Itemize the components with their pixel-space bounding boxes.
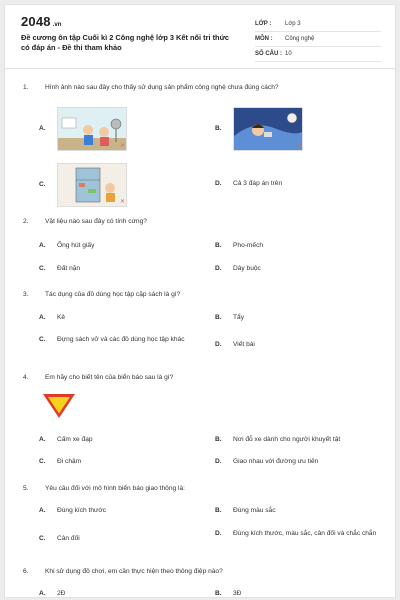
option-4c[interactable] [39, 457, 81, 467]
option-letter: A. [39, 314, 46, 321]
option-text: Ống hút giấy [57, 242, 95, 249]
option-1d[interactable] [215, 179, 282, 189]
question-6 [23, 567, 383, 577]
option-letter: C. [39, 535, 46, 542]
meta-label: LỚP : [255, 21, 272, 27]
question-stem: Em hãy cho biết tên của biển báo sau là gì? [45, 374, 174, 381]
logo-suffix: .vn [52, 22, 62, 28]
option-5a[interactable] [39, 506, 106, 516]
option-text: Đúng kích thước [57, 507, 107, 514]
option-letter: D. [215, 180, 222, 187]
cross-icon: ✕ [119, 199, 125, 205]
option-6a[interactable] [39, 589, 65, 598]
document-title: Đề cương ôn tập Cuối kì 2 Công nghệ lớp 3 Kết nối tri thức có đáp án - Đề thi tham khảo [21, 33, 230, 52]
option-text: Kẻ [57, 314, 66, 321]
option-image-child-bed [233, 107, 303, 151]
question-stem: Vật liệu nào sau đây có tính cứng? [45, 218, 147, 225]
option-2a[interactable] [39, 241, 94, 251]
option-text: Đất nặn [57, 265, 81, 272]
option-3d[interactable] [215, 340, 255, 350]
option-5d[interactable] [215, 529, 385, 539]
option-letter: C. [39, 458, 46, 465]
option-letter: A. [39, 125, 46, 132]
meta-value: Công nghệ [285, 36, 315, 42]
meta-row-subject [255, 32, 381, 47]
option-text: Tẩy [233, 314, 244, 321]
option-letter: A. [39, 507, 46, 514]
option-letter: B. [215, 590, 222, 597]
option-text: Pho-mếch [233, 242, 264, 249]
meta-label: MÔN : [255, 36, 273, 42]
logo-text: 2048 [21, 14, 51, 29]
option-letter: B. [215, 314, 222, 321]
question-4 [23, 373, 383, 383]
question-number: 3. [23, 291, 29, 298]
option-1b[interactable] [215, 107, 303, 151]
question-2 [23, 217, 383, 227]
option-letter: B. [215, 242, 222, 249]
option-letter: C. [39, 336, 46, 343]
meta-label: SỐ CÂU : [255, 51, 282, 57]
option-image-kids-fan [57, 107, 127, 151]
option-text: Đúng màu sắc [233, 507, 276, 514]
option-5c[interactable] [39, 534, 80, 544]
document-page [4, 4, 396, 598]
option-text: Đúng kích thước, màu sắc, cân đối và chắc chắn [233, 530, 377, 537]
option-text: Viết bài [233, 341, 255, 348]
document-header [5, 5, 395, 69]
question-5 [23, 484, 383, 494]
option-1c[interactable] [39, 163, 127, 207]
option-letter: D. [215, 341, 222, 348]
option-letter: D. [215, 265, 222, 272]
option-text: 3Đ [233, 590, 242, 597]
option-4b[interactable] [215, 435, 340, 445]
option-text: Đựng sách vở và các đồ dùng học tập khác [57, 336, 185, 343]
question-text [23, 373, 383, 383]
option-text: Cân đối [57, 535, 80, 542]
option-image-fridge [57, 163, 127, 207]
question-text [23, 217, 383, 227]
option-letter: A. [39, 242, 46, 249]
option-letter: B. [215, 436, 222, 443]
option-5b[interactable] [215, 506, 276, 516]
option-2b[interactable] [215, 241, 263, 251]
option-letter: D. [215, 458, 222, 465]
option-text: Đi chậm [57, 458, 82, 465]
question-number: 4. [23, 374, 29, 381]
question-number: 6. [23, 568, 29, 575]
option-3b[interactable] [215, 313, 244, 323]
question-number: 5. [23, 485, 29, 492]
meta-info [255, 17, 381, 62]
option-text: Cả 3 đáp án trên [233, 180, 283, 187]
option-text: Giao nhau với đường ưu tiên [233, 458, 319, 465]
question-text [23, 290, 383, 300]
option-letter: A. [39, 436, 46, 443]
option-3a[interactable] [39, 313, 65, 323]
question-stem: Khi sử dụng đồ chơi, em cần thực hiện theo thông điệp nào? [45, 568, 223, 575]
warning-sign-image [41, 392, 77, 425]
meta-value: 10 [285, 51, 292, 57]
meta-value: Lớp 3 [285, 21, 301, 27]
question-number: 2. [23, 218, 29, 225]
question-stem: Hình ảnh nào sau đây cho thấy sử dụng sản phẩm công nghệ chưa đúng cách? [45, 84, 279, 91]
option-6b[interactable] [215, 589, 241, 598]
question-1 [23, 83, 383, 93]
question-text [23, 83, 383, 93]
question-stem: Yêu cầu đối với mô hình biển báo giao thông là: [45, 485, 185, 492]
option-2d[interactable] [215, 264, 261, 274]
question-number: 1. [23, 84, 29, 91]
option-4d[interactable] [215, 457, 318, 467]
question-3 [23, 290, 383, 300]
option-text: Dây buộc [233, 265, 261, 272]
question-text [23, 484, 383, 494]
meta-row-count [255, 47, 381, 62]
question-stem: Tác dụng của đồ dùng học tập cặp sách là gì? [45, 291, 181, 298]
option-letter: B. [215, 125, 222, 132]
option-2c[interactable] [39, 264, 80, 274]
option-text: Cấm xe đạp [57, 436, 93, 443]
meta-row-class [255, 17, 381, 32]
cross-icon: ✕ [119, 143, 125, 149]
option-letter: C. [39, 265, 46, 272]
option-4a[interactable] [39, 435, 93, 445]
option-letter: D. [215, 530, 222, 537]
option-1a[interactable] [39, 107, 127, 151]
option-letter: A. [39, 590, 46, 597]
option-text: Nơi đỗ xe dành cho người khuyết tật [233, 436, 341, 443]
question-text [23, 567, 383, 577]
option-text: 2Đ [57, 590, 66, 597]
option-3c[interactable] [39, 335, 209, 345]
option-letter: B. [215, 507, 222, 514]
cross-icon: ✕ [295, 143, 301, 149]
option-letter: C. [39, 181, 46, 188]
